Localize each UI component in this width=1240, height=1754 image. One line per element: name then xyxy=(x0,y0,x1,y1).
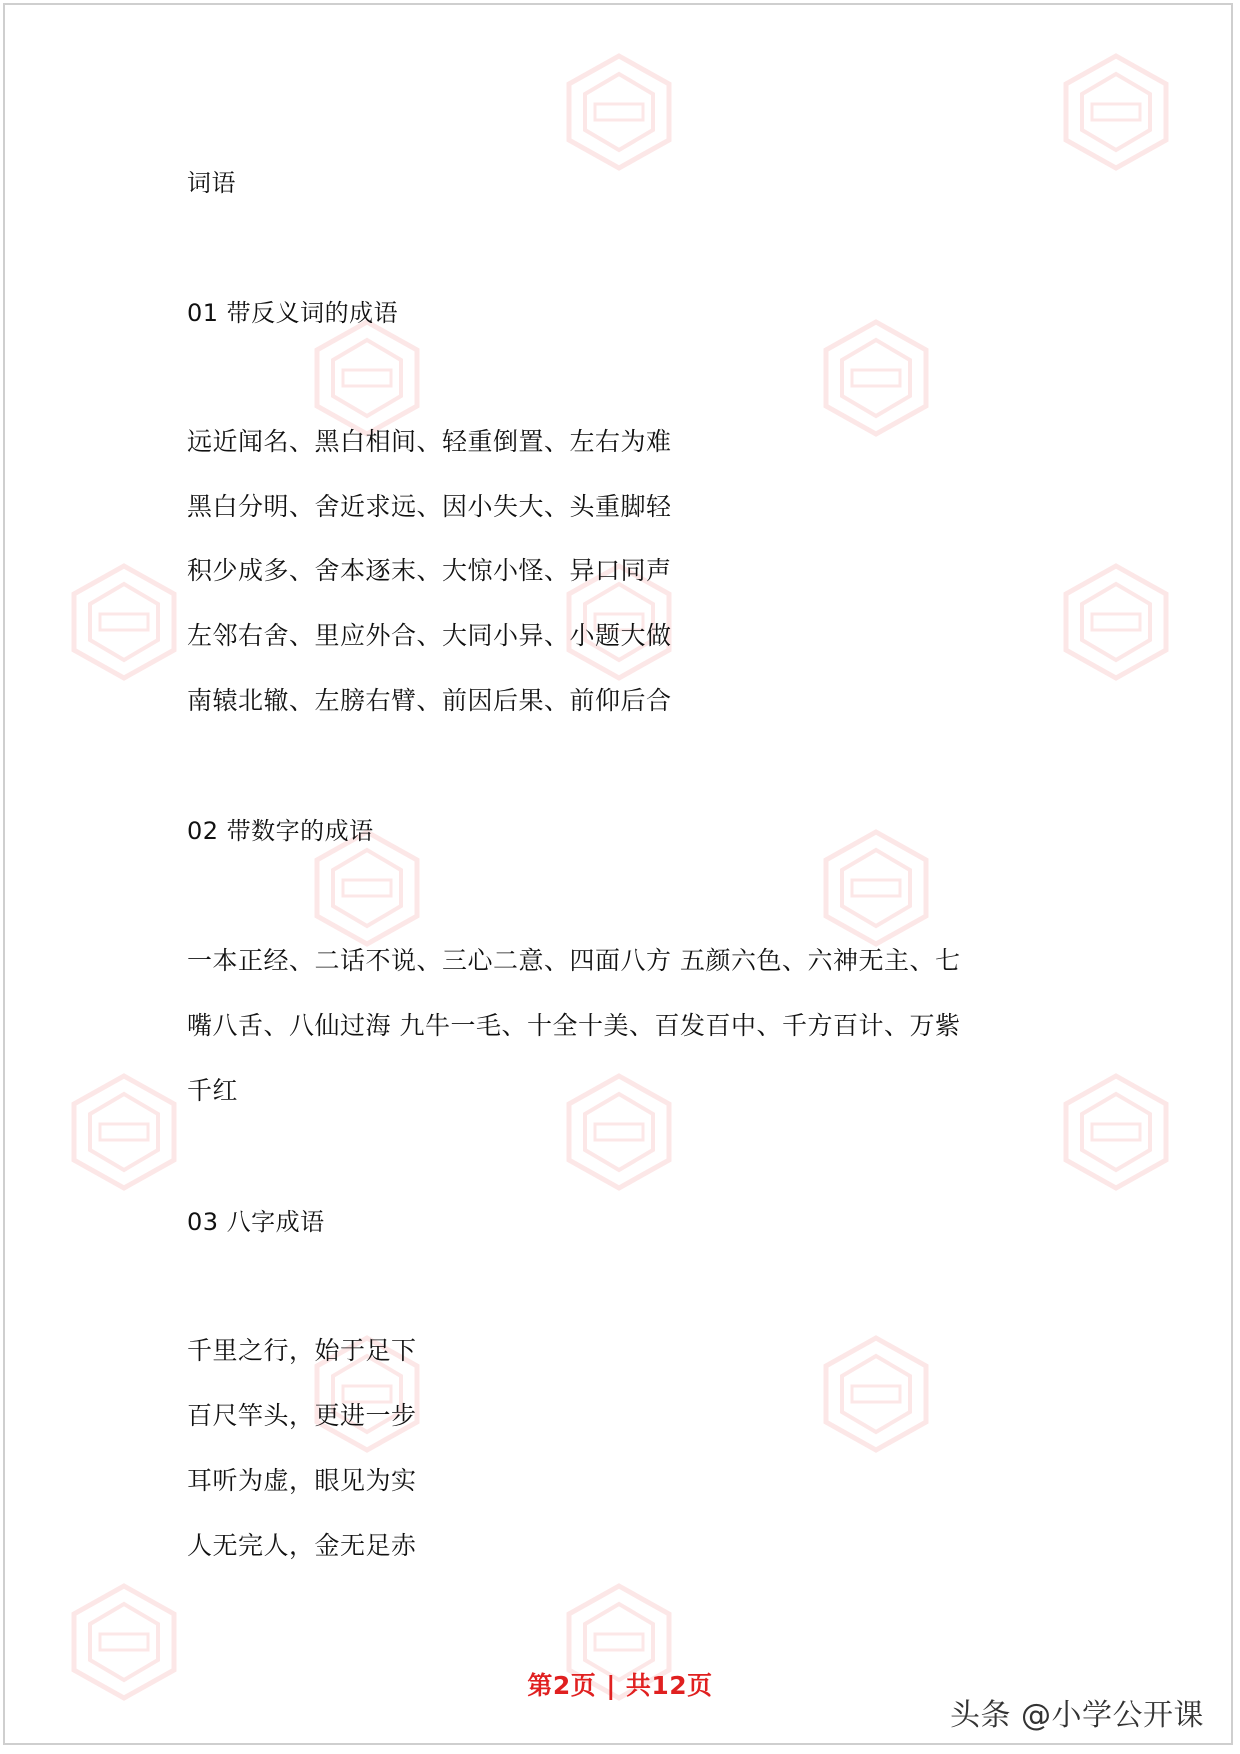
section-heading-number-idioms: 02 带数字的成语 xyxy=(187,817,374,845)
section-heading-antonym-idioms: 01 带反义词的成语 xyxy=(187,299,399,327)
page-current: 第2页 xyxy=(527,1671,597,1700)
idiom-line: 嘴八舌、八仙过海 九牛一毛、十全十美、百发百中、千方百计、万紫 xyxy=(187,1011,961,1040)
idiom-line: 人无完人，金无足赤 xyxy=(187,1531,417,1560)
idiom-line: 耳听为虚，眼见为实 xyxy=(187,1466,417,1495)
idiom-line: 千红 xyxy=(187,1076,239,1105)
section-heading-eight-char-idioms: 03 八字成语 xyxy=(187,1208,325,1236)
page-separator: | xyxy=(606,1671,616,1700)
idiom-line: 远近闻名、黑白相间、轻重倒置、左右为难 xyxy=(187,427,672,456)
idiom-line: 千里之行，始于足下 xyxy=(187,1336,417,1365)
idiom-line: 一本正经、二话不说、三心二意、四面八方 五颜六色、六神无主、七 xyxy=(187,946,961,975)
idiom-line: 左邻右舍、里应外合、大同小异、小题大做 xyxy=(187,621,672,650)
idiom-line: 百尺竿头，更进一步 xyxy=(187,1401,417,1430)
source-credit: 头条 @小学公开课 xyxy=(950,1698,1205,1733)
idiom-line: 积少成多、舍本逐末、大惊小怪、异口同声 xyxy=(187,556,672,585)
page-total: 共12页 xyxy=(625,1671,713,1700)
idiom-line: 南辕北辙、左膀右臂、前因后果、前仰后合 xyxy=(187,686,672,715)
document-title: 词语 xyxy=(187,169,236,197)
idiom-line: 黑白分明、舍近求远、因小失大、头重脚轻 xyxy=(187,492,672,521)
